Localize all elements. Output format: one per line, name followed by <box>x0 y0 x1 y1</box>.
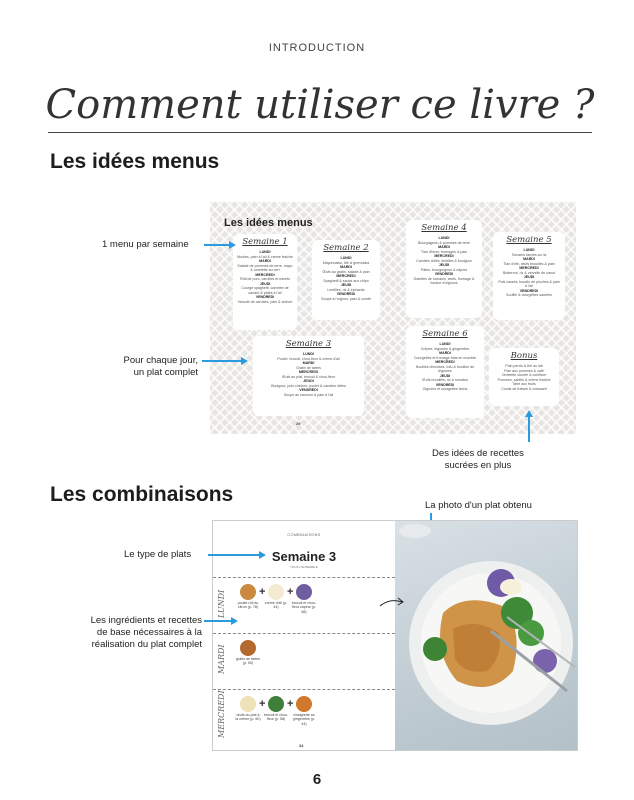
page-number: 6 <box>312 771 322 788</box>
card-day-label: JEUDI <box>438 263 450 267</box>
card-meal-line: Omelette sucrée & confiture <box>501 373 547 377</box>
card-day-label: VENDREDI <box>435 382 455 387</box>
arrow-head-5 <box>259 551 266 559</box>
menu-card-semaine-6 <box>406 326 484 418</box>
arrow-line-6 <box>204 620 232 622</box>
arrow-head-2 <box>241 357 248 365</box>
menu-card-semaine-2 <box>312 240 380 320</box>
card-meal-line: Velouté de carottes, pain & chèvre <box>237 299 293 304</box>
card-day-label: JEUDI <box>439 373 451 378</box>
callout-type-plats: Le type de plats <box>124 549 192 560</box>
card-day-label: LUNDI <box>439 342 451 346</box>
ingredient-image <box>240 640 256 656</box>
card-meal-line: Coulis de fraises & croissant <box>501 386 547 391</box>
menu-card-semaine-3 <box>253 336 364 416</box>
card-meal-line: Mayonnaise, blé & gremolata <box>322 260 370 265</box>
card-day-label: VENDREDI <box>434 272 454 276</box>
photo-arrow <box>378 596 406 610</box>
card-meal-line: Carottes rôties, lentilles & boulgour <box>416 258 472 263</box>
ingredient-item <box>291 696 317 726</box>
card-meal-line: Tomates farcies au riz <box>511 252 547 257</box>
card-title: Semaine 2 <box>323 243 369 253</box>
card-title: Semaine 1 <box>242 237 288 247</box>
card-day-label: LUNDI <box>340 256 352 260</box>
card-day-label: MARDI <box>340 265 352 269</box>
ingredient-caption: gratin de tartes (p. 50) <box>236 657 260 666</box>
card-meal-line: Gratin de tartes <box>296 365 321 370</box>
card-day-label: VENDREDI <box>255 295 275 299</box>
ingredient-caption: brocoli et chou-fleur vapeur (p. 58) <box>291 601 317 614</box>
card-meal-line: Boulgour, pois chiches, poulet & carottes rôties <box>271 383 346 388</box>
card-day-label: VENDREDI <box>299 388 318 392</box>
card-day-label: MARDI <box>302 361 315 365</box>
card-meal-line: Tian d'été, œufs brouillés & pain <box>503 261 555 266</box>
card-meal-line: Tarte aux fruits <box>512 382 536 386</box>
callout-photo: La photo d'un plat obtenu <box>425 500 532 511</box>
card-title: Semaine 6 <box>422 329 468 339</box>
card-day-label: MARDI <box>438 245 450 249</box>
callout-chaque-jour: Pour chaque jour, un plat complet <box>123 355 198 378</box>
card-title: Semaine 4 <box>421 223 467 233</box>
arrow-line-1 <box>204 244 230 246</box>
card-day-label: MERCREDI <box>298 370 319 374</box>
card-meal-line: Salade de pommes de terre, mayo & omelette au vert <box>237 263 293 272</box>
card-meal-line: Rôti de porc, carottes et navets <box>240 277 290 281</box>
arrow-head-1 <box>229 241 236 249</box>
card-meal-line: Galettes de sarrasin, œufs, fromage & fondue d'oignons <box>413 276 475 285</box>
ingredient-image <box>240 696 256 712</box>
card-day-label: VENDREDI <box>336 292 356 296</box>
card-day-label: LUNDI <box>303 352 314 356</box>
plus-sign: + <box>259 698 266 710</box>
menu-card-bonus <box>489 348 559 406</box>
combi-label: COMBINAISONS <box>287 533 321 537</box>
page-number-34: 34 <box>299 743 304 748</box>
card-title: Semaine 3 <box>285 339 332 349</box>
ingredient-image <box>268 696 284 712</box>
ingredient-item <box>263 696 289 722</box>
plus-sign: + <box>259 586 266 598</box>
plus-sign: + <box>287 698 294 710</box>
card-meal-line: Soufflé & courgettes sautées <box>506 293 552 297</box>
card-day-label: MERCREDI <box>434 254 454 258</box>
heading-combinaisons: Les combinaisons <box>50 483 234 506</box>
card-title: Semaine 5 <box>506 235 552 245</box>
card-day-label: JEUDI <box>303 379 314 383</box>
day-label: MERCREDI <box>217 690 226 738</box>
card-meal-line: Moules, pain à l'ail & crème fraîche <box>237 254 293 259</box>
heading-idees-menus: Les idées menus <box>50 150 220 173</box>
card-meal-line: Œufs au gratin, salade & pain <box>322 269 370 274</box>
card-meal-line: Butternut, riz & cervelle de canut <box>503 270 555 275</box>
callout-idees-sucrees: Des idées de recettes sucrées en plus <box>432 448 524 471</box>
card-day-label: MERCREDI <box>255 272 275 277</box>
dish-photo-illustration <box>395 521 578 751</box>
ingredient-image <box>240 584 256 600</box>
arrow-line-5 <box>208 554 260 556</box>
card-day-label: MERCREDI <box>519 266 539 270</box>
card-day-label: LUNDI <box>259 250 271 254</box>
card-day-label: MERCREDI <box>435 360 455 364</box>
card-day-label: MERCREDI <box>336 274 356 278</box>
menu-card-semaine-1 <box>233 234 297 330</box>
callout-ingredients: Les ingrédients et recettes de base nécessaires à la réalisation du plat complet <box>90 615 202 650</box>
card-meal-line: Oignons et courgettes farcis <box>422 387 468 391</box>
ingredient-image <box>296 696 312 712</box>
semaine-subtitle: TOUS L'ENSEMBLE <box>290 565 318 569</box>
card-title: Bonus <box>510 351 538 361</box>
ingredient-item <box>235 640 261 666</box>
main-title: Comment utiliser ce livre ? <box>45 82 595 128</box>
card-meal-line: Pois cassés, boudin de pluches & pain à l'ail <box>498 279 560 288</box>
card-meal-line: Courge spaghetti, carrelée de canard & pâtes à l'ail <box>241 286 289 295</box>
menu-card-semaine-4 <box>406 220 482 318</box>
card-day-label: LUNDI <box>438 236 450 240</box>
semaine-title: Semaine 3 <box>271 549 337 564</box>
ingredient-item <box>291 584 317 614</box>
card-meal-line: Crêpes, légumes & gingembre <box>420 346 470 351</box>
card-meal-line: Pâtes, bourguignon & câpres <box>420 267 468 272</box>
day-row-lundi <box>213 577 395 633</box>
day-label: LUNDI <box>217 589 226 618</box>
ingredient-caption: crème d'ail (p. 44) <box>264 601 288 610</box>
card-meal-line: Bourguignon & pommes de terre <box>418 240 470 245</box>
card-day-label: MARDI <box>259 259 271 263</box>
card-meal-line: Lentilles, riz & épinards <box>327 287 365 292</box>
card-meal-line: Pain perdu & thé au lait <box>505 364 543 368</box>
card-meal-line: Spaghetti & sauce aux chipo <box>323 278 369 283</box>
arrow-head-3 <box>525 410 533 417</box>
card-meal-line: Soupe au saumon & pain à l'ail <box>283 392 334 397</box>
arrow-head-6 <box>231 617 238 625</box>
ingredient-caption: œufs au plat à la crème (p. 60) <box>235 713 261 722</box>
arrow-line-3 <box>528 416 530 442</box>
ingredient-item <box>235 696 261 722</box>
card-day-label: MARDI <box>523 257 535 261</box>
card-meal-line: Nouilles chinoises, tofu & bouillon de légumes <box>415 364 475 373</box>
ingredient-item <box>263 584 289 610</box>
combinaisons-spread <box>212 520 578 751</box>
arrow-line-2 <box>202 360 242 362</box>
day-label: MARDI <box>217 644 226 674</box>
menu-card-semaine-5 <box>493 232 565 320</box>
day-row-mercredi <box>213 689 395 745</box>
card-day-label: JEUDI <box>523 275 535 279</box>
plus-sign: + <box>287 586 294 598</box>
ingredient-image <box>296 584 312 600</box>
ingredient-item <box>235 584 261 610</box>
callout-menu-semaine: 1 menu par semaine <box>102 239 189 250</box>
day-row-mardi <box>213 633 395 689</box>
title-underline <box>48 132 592 133</box>
card-meal-line: Flan aux pommes & café <box>504 368 544 373</box>
ingredient-caption: poulet rôti au citron (p. 78) <box>237 601 259 610</box>
card-day-label: MARDI <box>439 351 451 355</box>
card-day-label: VENDREDI <box>519 288 539 293</box>
menus-spread <box>210 202 576 434</box>
card-meal-line: Tian d'hiver, fromages & pain <box>420 249 468 254</box>
card-meal-line: Courgettes et fromage frais en crumble <box>413 355 477 360</box>
section-label: INTRODUCTION <box>268 42 366 54</box>
dish-photo <box>395 521 578 751</box>
card-meal-line: Œufs brouillés, riz & tomates <box>422 378 468 382</box>
ingredient-caption: brocoli et chou-fleur (p. 58) <box>263 713 289 722</box>
card-meal-line: Pommes, sablés & crème fraîche <box>497 377 551 382</box>
ingredient-image <box>268 584 284 600</box>
card-day-label: JEUDI <box>259 281 271 286</box>
card-meal-line: Œufs au plat, brocoli & chou-fleur <box>281 374 336 379</box>
card-meal-line: Soupe à l'oignon, pain & comté <box>321 296 371 301</box>
card-day-label: JEUDI <box>340 283 352 287</box>
card-day-label: LUNDI <box>523 248 535 252</box>
spread-title: Les idées menus <box>224 217 313 229</box>
ingredient-caption: vinaigrette au gingembre (p. 44) <box>292 713 316 726</box>
card-meal-line: Poulet, brocoli, chou-fleur & crème d'ail <box>277 356 340 361</box>
page-number-29: 29 <box>296 421 301 426</box>
